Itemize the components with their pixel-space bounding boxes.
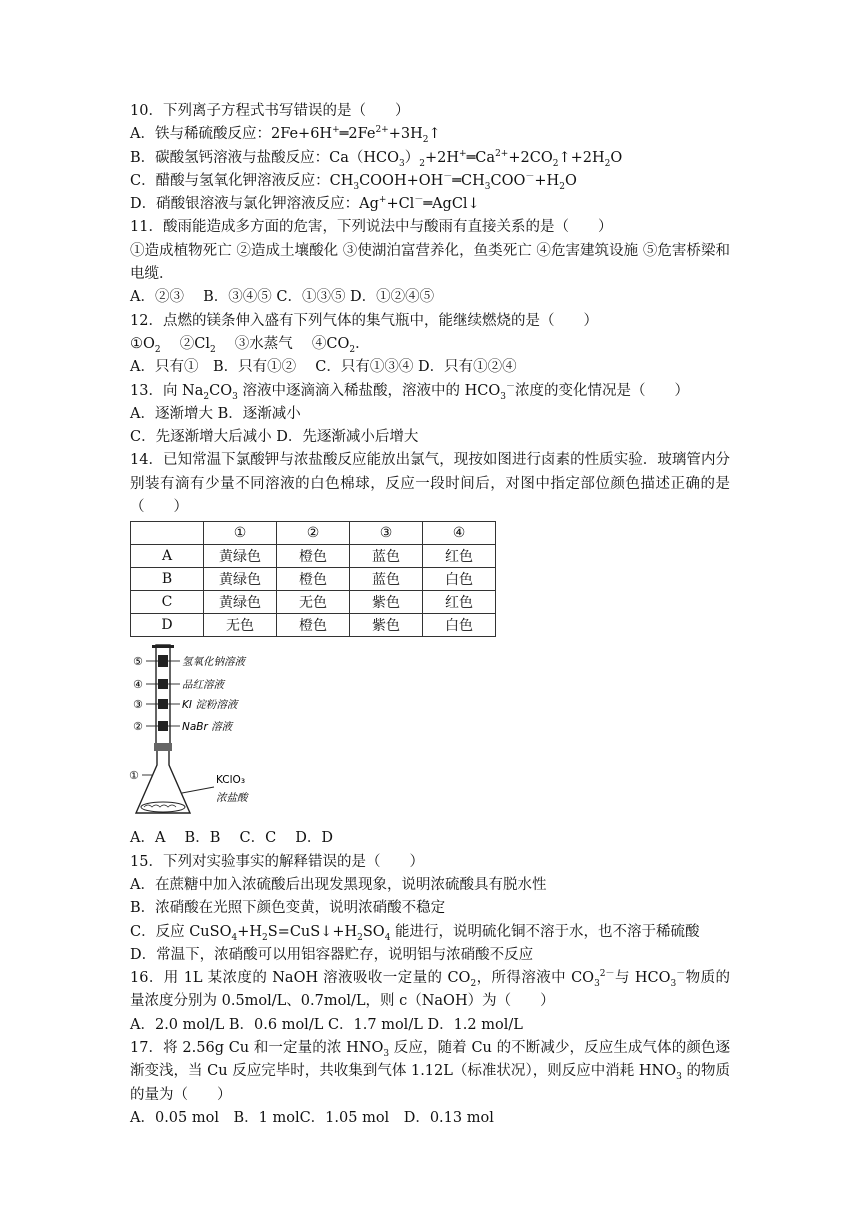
q12-items: $①O_2$ $②Cl_2$ ③水蒸气 $④CO_2$． [130,335,370,355]
label-naoh: 氢氧化钠溶液 [182,656,245,669]
label-nabr: NaBr 溶液 [182,721,233,734]
q10-option-a: A．铁与稀硫酸反应：$2Fe+6H^+═2Fe^{2+}+3H_2↑$ [130,125,441,146]
q14-options: A．A B．B C．C D．D [130,830,334,847]
label-2: ② [133,720,143,734]
q13-stem: 13．向 $Na_2CO_3$ 溶液中逐滴滴入稀盐酸，溶液中的 $HCO_3^-$浓度的变化情况是（ ） [130,381,689,402]
q16-options: A．2.0 mol/L B．0.6 mol/L C．1.7 mol/L D．1.2 mol/L [130,1016,523,1033]
label-1: ① [129,769,139,783]
table-row: D 无色 橙色 紫色 白色 [131,614,496,637]
label-3: ③ [133,698,143,712]
q17-stem: 17．将 2.56g Cu 和一定量的浓 $HNO_3$ 反应，随着 Cu 的不断减少，反应生成气体的颜色逐渐变浅，当 Cu 反应完毕时，共收集到气体 1.12L（标准状况），则反应中消耗 $HNO_3$ 的物质的量为（ ） [130,1040,731,1103]
table-row: A 黄绿色 橙色 蓝色 红色 [131,545,496,568]
table-row: C 黄绿色 无色 紫色 红色 [131,591,496,614]
q15-stem: 15．下列对实验事实的解释错误的是（ ） [130,853,424,870]
q10-option-b: B．碳酸氢钙溶液与盐酸反应：$Ca(HCO_3)_2+2H^+═Ca^{2+}+2CO_2↑+2H_2O$ [130,148,623,169]
q12-options: A．只有① B．只有①② C．只有①③④ D．只有①②④ [130,359,517,376]
q15-option-c: C．反应 $CuSO_4+H_2S=CuS↓+H_2SO_4$ 能进行，说明硫化铜不溶于水，也不溶于稀硫酸 [130,923,700,943]
q15-option-d: D．常温下，浓硝酸可以用铝容器贮存，说明铝与浓硝酸不反应 [130,946,534,963]
q14-stem: 14．已知常温下氯酸钾与浓盐酸反应能放出氯气，现按如图进行卤素的性质实验．玻璃管内分别装有滴有少量不同溶液的白色棉球，反应一段时间后，对图中指定部位颜色描述正确的是（ ） [130,452,730,516]
q11-items: ①造成植物死亡 ②造成土壤酸化 ③使湖泊富营养化，鱼类死亡 ④危害建筑设施 ⑤危害桥梁和电缆． [130,242,730,283]
q17-options: A．0.05 mol B．1 molC．1.05 mol D．0.13 mol [130,1109,494,1126]
q15-option-b: B．浓硝酸在光照下颜色变黄，说明浓硝酸不稳定 [130,900,446,917]
q11-options: A．②③ B．③④⑤ C．①③⑤ D．①②④⑤ [130,289,435,306]
q16-stem: 16．用 1L 某浓度的 NaOH 溶液吸收一定量的 $CO_2$，所得溶液中 $CO_3^{2-}$与 $HCO_3^-$物质的量浓度分别为 0.5mol/L、0.7mol/L，则 c（NaOH）为（ ） [130,969,731,1010]
apparatus-diagram [130,641,290,821]
q12-stem: 12．点燃的镁条伸入盛有下列气体的集气瓶中，能继续燃烧的是（ ） [130,312,598,329]
label-5: ⑤ [133,655,143,669]
q13-options-ab: A．逐渐增大 B．逐渐减小 [130,405,301,422]
q14-apparatus-figure [130,641,290,821]
q10-option-c: C．醋酸与氢氧化钾溶液反应：$CH_3COOH+OH^-═CH_3COO^-+H_2O$ [130,172,577,192]
q10-stem: 10．下列离子方程式书写错误的是（ ） [130,103,410,119]
q10-option-d: D．硝酸银溶液与氯化钾溶液反应：Ag++Cl－═AgCl↓ [130,195,480,213]
q15-option-a: A．在蔗糖中加入浓硫酸后出现发黑现象，说明浓硫酸具有脱水性 [130,876,547,893]
table-row: ① ② ③ ④ [131,522,496,545]
table-row: B 黄绿色 橙色 蓝色 白色 [131,568,496,591]
label-ki: KI 淀粉溶液 [182,699,238,712]
q14-table [130,521,496,637]
label-pinhong: 品红溶液 [182,679,224,692]
exam-page [130,100,730,1130]
label-hcl: 浓盐酸 [216,792,248,805]
label-kclo3: KClO₃ [216,774,246,787]
q11-stem: 11．酸雨能造成多方面的危害，下列说法中与酸雨有直接关系的是（ ） [130,219,613,236]
q13-options-cd: C．先逐渐增大后减小 D．先逐渐减小后增大 [130,429,419,446]
label-4: ④ [133,678,143,692]
